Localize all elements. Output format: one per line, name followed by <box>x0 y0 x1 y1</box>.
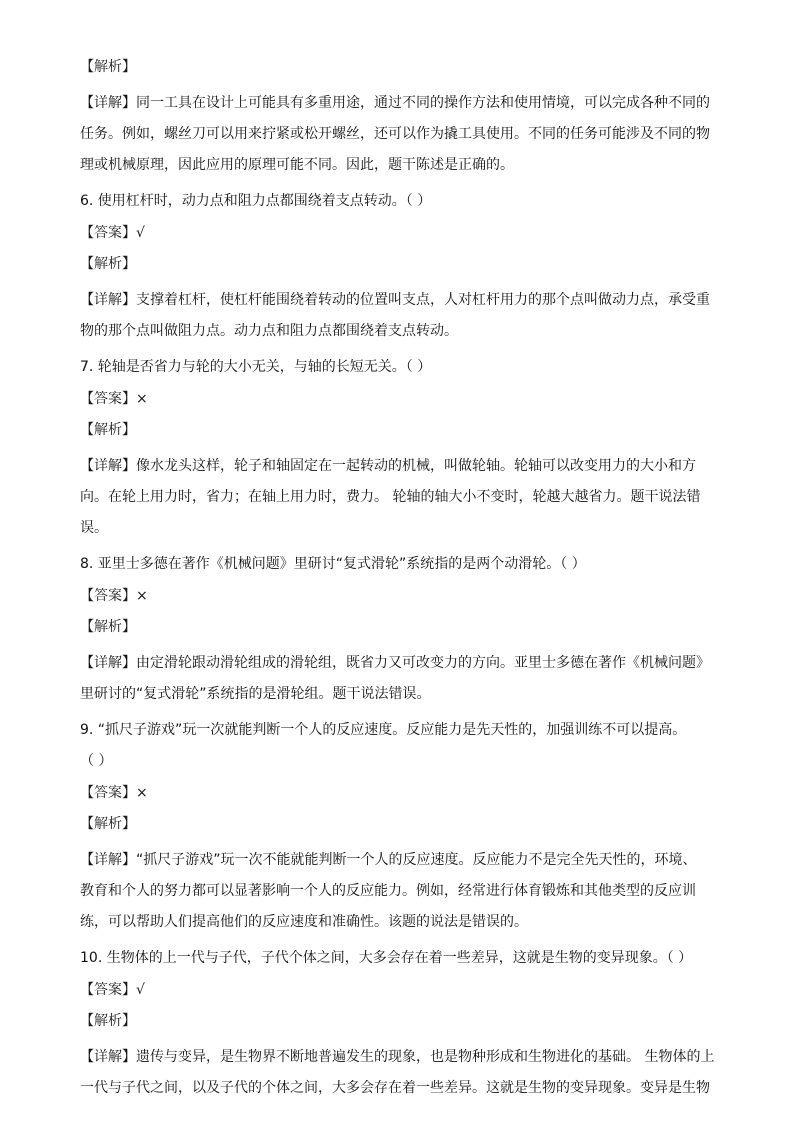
detail-block <box>80 451 720 544</box>
answer-line: 【答案】× <box>80 587 148 604</box>
detail-block <box>80 1042 720 1104</box>
analysis-label: 【解析】 <box>80 59 136 75</box>
detail-line: 【详解】像水龙头这样，轮子和轴固定在一起转动的机械，叫做轮轴。轮轴可以改变用力的大小和方 <box>80 457 696 474</box>
detail-line: 误。 <box>80 519 108 536</box>
answer-block <box>80 782 720 804</box>
detail-line: 物的那个点叫做阻力点。动力点和阻力点都围绕着支点转动。 <box>80 322 458 339</box>
answer-block <box>80 388 720 410</box>
question-line: （ ） <box>80 753 113 769</box>
detail-block <box>80 648 720 710</box>
detail-block <box>80 88 720 181</box>
answer-block <box>80 222 720 244</box>
detail-block <box>80 285 720 347</box>
label-block <box>80 253 720 275</box>
label-block <box>80 813 720 835</box>
analysis-label: 【解析】 <box>80 1013 136 1029</box>
label-block <box>80 56 720 78</box>
question-block <box>80 719 720 772</box>
analysis-label: 【解析】 <box>80 816 136 832</box>
question-line: 6. 使用杠杆时，动力点和阻力点都围绕着支点转动。（ ） <box>80 193 432 209</box>
detail-line: 向。在轮上用力时，省力；在轴上用力时，费力。 轮轴的轴大小不变时，轮越大越省力。题干说法错 <box>80 488 701 505</box>
detail-line: 【详解】由定滑轮跟动滑轮组成的滑轮组，既省力又可改变力的方向。亚里士多德在著作《机械问题》 <box>80 654 710 671</box>
document-page <box>80 56 720 1104</box>
question-block <box>80 553 720 575</box>
analysis-label: 【解析】 <box>80 619 136 635</box>
detail-line: 【详解】遗传与变异，是生物界不断地普遍发生的现象，也是物种形成和生物进化的基础。 生物体的上 <box>80 1048 715 1065</box>
detail-line: 里研讨的“复式滑轮”系统指的是滑轮组。题干说法错误。 <box>80 685 431 702</box>
analysis-label: 【解析】 <box>80 256 136 272</box>
detail-line: 理或机械原理，因此应用的原理可能不同。因此，题干陈述是正确的。 <box>80 156 514 173</box>
question-line: 8. 亚里士多德在著作《机械问题》里研讨“复式滑轮”系统指的是两个动滑轮。（ ） <box>80 556 586 572</box>
question-block <box>80 356 720 378</box>
answer-block <box>80 585 720 607</box>
question-line: 7. 轮轴是否省力与轮的大小无关，与轴的长短无关。（ ） <box>80 359 432 375</box>
question-line: 10. 生物体的上一代与子代，子代个体之间，大多会存在着一些差异，这就是生物的变异现象。（ ） <box>80 950 693 966</box>
detail-block <box>80 845 720 938</box>
detail-line: 【详解】“抓尺子游戏”玩一次不能就能判断一个人的反应速度。反应能力不是完全先天性的，环境、 <box>80 851 697 868</box>
detail-line: 练，可以帮助人们提高他们的反应速度和准确性。该题的说法是错误的。 <box>80 913 528 930</box>
detail-line: 一代与子代之间，以及子代的个体之间，大多会存在着一些差异。这就是生物的变异现象。变异是生物 <box>80 1079 710 1096</box>
label-block <box>80 1010 720 1032</box>
answer-line: 【答案】× <box>80 784 148 801</box>
detail-line: 教育和个人的努力都可以显著影响一个人的反应能力。例如，经常进行体育锻炼和其他类型的反应训 <box>80 882 696 899</box>
question-block <box>80 947 720 969</box>
detail-line: 【详解】支撑着杠杆，使杠杆能围绕着转动的位置叫支点，人对杠杆用力的那个点叫做动力点，承受重 <box>80 291 710 308</box>
answer-line: 【答案】× <box>80 390 148 407</box>
label-block <box>80 419 720 441</box>
answer-line: 【答案】√ <box>80 224 145 241</box>
detail-line: 任务。例如，螺丝刀可以用来拧紧或松开螺丝，还可以作为撬工具使用。不同的任务可能涉及不同的物 <box>80 125 710 142</box>
detail-line: 【详解】同一工具在设计上可能具有多重用途，通过不同的操作方法和使用情境，可以完成各种不同的 <box>80 94 710 111</box>
answer-line: 【答案】√ <box>80 981 145 998</box>
question-line: 9. “抓尺子游戏”玩一次就能判断一个人的反应速度。反应能力是先天性的，加强训练不可以提高。 <box>80 722 687 738</box>
question-block <box>80 190 720 212</box>
analysis-label: 【解析】 <box>80 422 136 438</box>
answer-block <box>80 979 720 1001</box>
label-block <box>80 616 720 638</box>
